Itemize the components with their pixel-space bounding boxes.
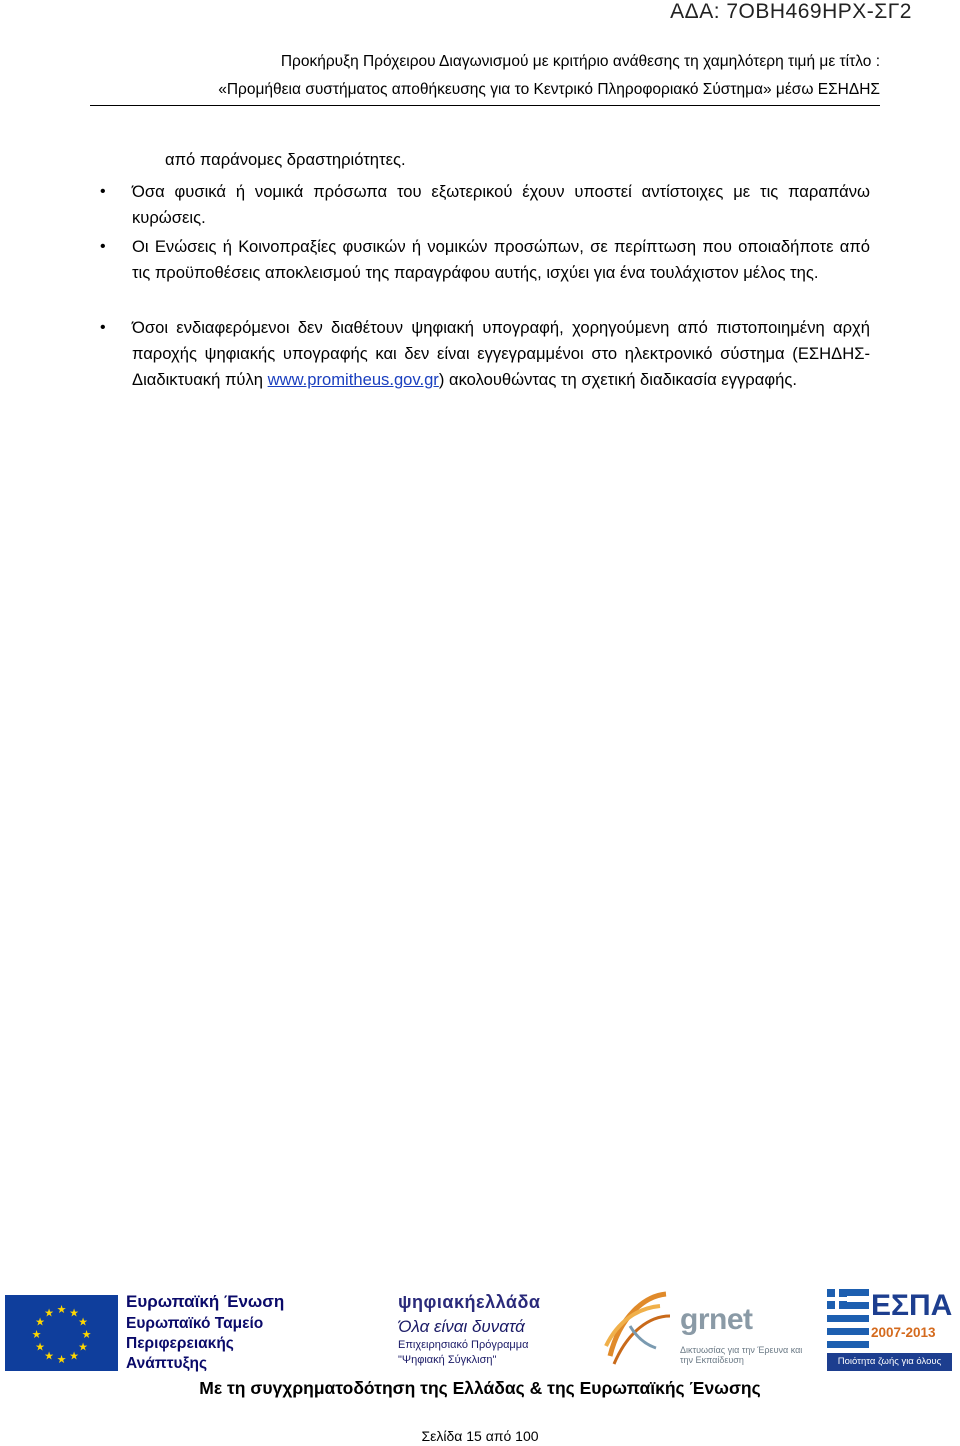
psifiaki-slogan: Όλα είναι δυνατά xyxy=(398,1317,525,1336)
promitheus-link[interactable]: www.promitheus.gov.gr xyxy=(267,370,439,389)
espa-logo xyxy=(827,1289,952,1373)
header-line-1: Προκήρυξη Πρόχειρου Διαγωνισμού με κριτήριο ανάθεσης τη χαμηλότερη τιμή με τίτλο : xyxy=(280,53,880,70)
svg-text:★: ★ xyxy=(44,1349,54,1363)
erdf-line-1: Ευρωπαϊκό Ταμείο xyxy=(126,1315,264,1332)
grnet-swirl-icon xyxy=(600,1286,672,1366)
erdf-line-3: Ανάπτυξης xyxy=(126,1355,208,1372)
grnet-tagline: Δικτυωσίας για την Έρευνα και την Εκπαίδευση xyxy=(680,1345,803,1365)
psifiaki-program-2: "Ψηφιακή Σύγκλιση" xyxy=(398,1354,497,1366)
svg-text:★: ★ xyxy=(81,1328,92,1341)
svg-text:★: ★ xyxy=(35,1315,45,1329)
espa-years: 2007-2013 xyxy=(871,1325,936,1340)
espa-slogan: Ποιότητα ζωής για όλους xyxy=(827,1353,952,1371)
list-item-text-after: ) ακολουθώντας τη σχετική διαδικασία εγγραφής. xyxy=(438,370,797,389)
cofinancing-statement: Με τη συγχρηματοδότηση της Ελλάδας & της Ευρωπαϊκής Ένωσης xyxy=(199,1378,761,1398)
eu-name: Ευρωπαϊκή Ένωση xyxy=(126,1292,285,1311)
svg-text:★: ★ xyxy=(69,1306,79,1320)
espa-flag-icon xyxy=(827,1289,869,1349)
list-item-text: Όσα φυσικά ή νομικά πρόσωπα του εξωτερικού έχουν υποστεί αντίστοιχες με τις παραπάνω κυρώσεις. xyxy=(132,182,870,227)
list-item-text: Οι Ενώσεις ή Κοινοπραξίες φυσικών ή νομικών προσώπων, σε περίπτωση που οποιαδήποτε από τις προϋποθέσεις αποκλεισμού της παραγράφου αυτής, ισχύει για ένα τουλάχιστον μέλος της. xyxy=(132,237,870,282)
psifiaki-title: ψηφιακήελλάδα xyxy=(398,1292,541,1312)
svg-text:★: ★ xyxy=(35,1340,45,1354)
espa-name: ΕΣΠΑ xyxy=(871,1289,953,1322)
eu-erdf-text xyxy=(126,1290,306,1374)
eu-flag-icon xyxy=(5,1295,118,1371)
psifiaki-ellada-logo xyxy=(398,1292,598,1367)
svg-text:★: ★ xyxy=(56,1353,67,1366)
svg-text:★: ★ xyxy=(56,1303,67,1316)
svg-text:★: ★ xyxy=(69,1349,79,1363)
bullet-icon: • xyxy=(100,319,106,336)
psifiaki-program-1: Επιχειρησιακό Πρόγραμμα xyxy=(398,1339,529,1351)
list-item xyxy=(100,179,870,231)
header-line-2: «Προμήθεια συστήματος αποθήκευσης για το Κεντρικό Πληροφοριακό Σύστημα» μέσω ΕΣΗΔΗΣ xyxy=(218,81,880,98)
bullet-icon: • xyxy=(100,183,106,200)
header-rule xyxy=(90,105,880,106)
svg-text:★: ★ xyxy=(31,1328,42,1341)
page-number: Σελίδα 15 από 100 xyxy=(421,1428,539,1444)
svg-text:★: ★ xyxy=(78,1340,88,1354)
erdf-line-2: Περιφερειακής xyxy=(126,1335,234,1352)
svg-text:★: ★ xyxy=(78,1315,88,1329)
ada-code: ΑΔΑ: 7ΟΒΗ469ΗΡΧ-ΣΓ2 xyxy=(670,0,912,23)
list-item xyxy=(100,315,870,393)
grnet-name: grnet xyxy=(680,1303,753,1336)
grnet-logo xyxy=(680,1303,810,1365)
funding-logos xyxy=(0,1286,960,1376)
list-item-text: Όσοι ενδιαφερόμενοι δεν διαθέτουν ψηφιακή υπογραφή, χορηγούμενη από πιστοποιημένη αρχή παροχής ψηφιακής υπογραφής και δεν είναι εγγεγραμμένοι στο ηλεκτρονικό σύστημα (ΕΣΗΔΗΣ- Διαδικτυακή πύλη xyxy=(132,318,870,389)
list-item xyxy=(100,234,870,286)
continuation-text: από παράνομες δραστηριότητες. xyxy=(165,150,406,169)
bullet-icon: • xyxy=(100,238,106,255)
svg-text:★: ★ xyxy=(44,1306,54,1320)
